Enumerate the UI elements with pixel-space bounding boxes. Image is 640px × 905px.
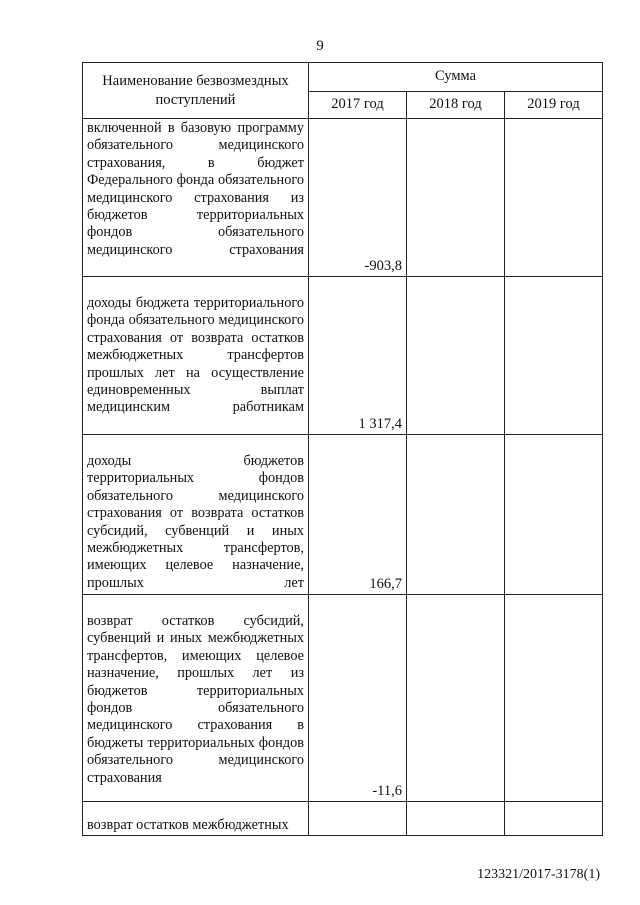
row-name-cell xyxy=(83,435,309,595)
row-value-2018 xyxy=(407,119,505,277)
row-name-text: возврат остатков межбюджетных xyxy=(87,816,289,833)
row-value-2018 xyxy=(407,595,505,802)
header-year-2018: 2018 год xyxy=(407,91,505,118)
row-value-2019 xyxy=(505,802,603,836)
row-value-2018 xyxy=(407,435,505,595)
document-code: 123321/2017-3178(1) xyxy=(477,867,600,882)
row-value-2017 xyxy=(309,802,407,836)
row-value-2019 xyxy=(505,435,603,595)
row-value-2017: 166,7 xyxy=(309,435,407,595)
header-name-column: Наименование безвозмездных поступлений xyxy=(83,63,309,119)
row-name-cell xyxy=(83,802,309,836)
row-name-text: возврат остатков субсидий, субвенций и иных межбюджетных трансфертов, имеющих целевое назначение, прошлых лет из бюджетов территориальных фондов обязательного медицинского страхования в бюджеты территориальных фондов обязательного медицинского страхования xyxy=(87,613,304,786)
row-value-2019 xyxy=(505,119,603,277)
row-name-cell xyxy=(83,595,309,802)
row-name-text: доходы бюджета территориального фонда обязательного медицинского страхования от возврата остатков межбюджетных трансфертов прошлых лет на осуществление единовременных выплат медицинским работникам xyxy=(87,295,304,416)
row-value-2019 xyxy=(505,595,603,802)
header-year-2017: 2017 год xyxy=(309,91,407,118)
table-row xyxy=(83,435,603,595)
table-header-row xyxy=(83,63,603,92)
budget-table xyxy=(82,62,603,836)
row-value-2018 xyxy=(407,277,505,435)
row-value-2017: -903,8 xyxy=(309,119,407,277)
row-name-text: включенной в базовую программу обязательного медицинского страхования, в бюджет Федерального фонда обязательного медицинского страхования из бюджетов территориальных фондов обязательного медицинского страхования xyxy=(87,120,304,258)
row-value-2017: -11,6 xyxy=(309,595,407,802)
row-name-cell xyxy=(83,277,309,435)
row-value-2017: 1 317,4 xyxy=(309,277,407,435)
row-name-text: доходы бюджетов территориальных фондов обязательного медицинского страхования от возврата остатков субсидий, субвенций и иных межбюджетных трансфертов, имеющих целевое назначение, прошлых лет xyxy=(87,453,304,591)
header-sum-group: Сумма xyxy=(309,63,603,92)
row-name-cell xyxy=(83,119,309,277)
table-row xyxy=(83,119,603,277)
page-number: 9 xyxy=(316,38,324,54)
header-year-2019: 2019 год xyxy=(505,91,603,118)
row-value-2019 xyxy=(505,277,603,435)
table-row xyxy=(83,277,603,435)
table-row xyxy=(83,802,603,836)
table-row xyxy=(83,595,603,802)
row-value-2018 xyxy=(407,802,505,836)
